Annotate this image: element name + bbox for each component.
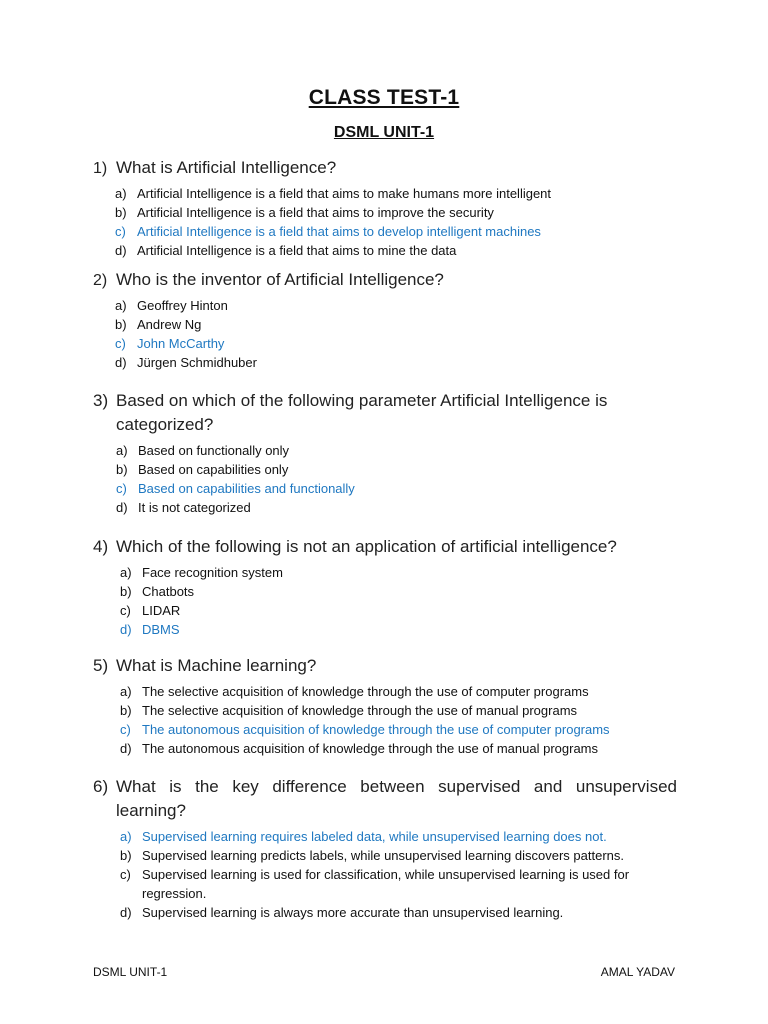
option-letter: b) (115, 205, 127, 220)
option-list (120, 827, 677, 922)
option-text: Artificial Intelligence is a field that aims to improve the security (137, 205, 494, 220)
option-text: The autonomous acquisition of knowledge through the use of computer programs (142, 722, 610, 737)
option-list (120, 682, 677, 758)
option-letter: b) (116, 462, 128, 477)
question-text (116, 775, 677, 823)
option-letter: c) (120, 722, 131, 737)
question-text-line-1: What is the key difference between supervised and unsupervised (116, 777, 677, 796)
option-letter: c) (120, 603, 131, 618)
option-text: Chatbots (142, 584, 195, 599)
option-text: DBMS (142, 622, 180, 637)
option-c-correct-answer (115, 334, 677, 353)
option-text: John McCarthy (137, 336, 225, 351)
option-d (120, 903, 677, 922)
question-number: 1) (93, 160, 108, 177)
page-title: CLASS TEST-1 (308, 86, 460, 109)
question-text: Based on which of the following parameter Artificial Intelligence is categorized? (116, 391, 608, 434)
option-letter: d) (116, 500, 128, 515)
option-letter: a) (115, 186, 127, 201)
option-text: Artificial Intelligence is a field that aims to mine the data (137, 243, 457, 258)
option-b (120, 701, 677, 720)
option-text: Supervised learning requires labeled data, while unsupervised learning does not. (142, 829, 607, 844)
question-text: Who is the inventor of Artificial Intelligence? (116, 270, 444, 289)
option-c-correct-answer (115, 222, 677, 241)
option-d (115, 241, 677, 260)
option-text: Face recognition system (142, 565, 283, 580)
option-d (115, 353, 677, 372)
option-letter: a) (116, 443, 128, 458)
option-a-correct-answer (120, 827, 677, 846)
option-c (120, 601, 677, 620)
option-a (120, 682, 677, 701)
option-letter: d) (120, 741, 132, 756)
footer-author: AMAL YADAV (600, 965, 675, 979)
option-b (116, 460, 677, 479)
option-letter: b) (115, 317, 127, 332)
option-text: The autonomous acquisition of knowledge through the use of manual programs (142, 741, 599, 756)
question-5 (93, 654, 677, 758)
option-letter: a) (120, 829, 132, 844)
option-text: It is not categorized (138, 500, 251, 515)
option-a (116, 441, 677, 460)
question-4 (93, 535, 677, 639)
option-c (120, 865, 677, 903)
question-text-line-2: learning? (116, 801, 186, 820)
option-c-correct-answer (116, 479, 677, 498)
option-text: Supervised learning is always more accurate than unsupervised learning. (142, 905, 564, 920)
option-list (115, 296, 677, 372)
option-d-correct-answer (120, 620, 677, 639)
footer-unit-label: DSML UNIT-1 (93, 965, 168, 979)
option-text: LIDAR (142, 603, 181, 618)
option-text: Supervised learning predicts labels, while unsupervised learning discovers patterns. (142, 848, 624, 863)
option-letter: c) (120, 867, 131, 882)
option-letter: a) (115, 298, 127, 313)
question-number: 5) (93, 656, 109, 675)
question-2 (93, 268, 677, 372)
option-letter: d) (120, 622, 132, 637)
option-a (115, 296, 677, 315)
option-text: Based on functionally only (138, 443, 290, 458)
option-letter: d) (115, 355, 127, 370)
option-letter: d) (115, 243, 127, 258)
option-text: Supervised learning is used for classification, while unsupervised learning is used for regression. (142, 867, 630, 901)
option-letter: a) (120, 565, 132, 580)
question-text: What is Machine learning? (116, 656, 317, 675)
option-d (120, 739, 677, 758)
option-letter: a) (120, 684, 132, 699)
option-a (120, 563, 677, 582)
option-letter: b) (120, 703, 132, 718)
option-list (116, 441, 677, 517)
question-number: 6) (93, 777, 109, 796)
option-letter: c) (115, 336, 126, 351)
question-number: 4) (93, 537, 109, 556)
option-letter: d) (120, 905, 132, 920)
option-text: Geoffrey Hinton (137, 298, 228, 313)
option-letter: b) (120, 848, 132, 863)
option-letter: c) (116, 481, 127, 496)
question-text: Which of the following is not an application of artificial intelligence? (116, 537, 617, 556)
option-text: Based on capabilities only (138, 462, 289, 477)
option-text: Andrew Ng (137, 317, 202, 332)
option-list (120, 563, 677, 639)
option-text: Artificial Intelligence is a field that aims to make humans more intelligent (137, 186, 552, 201)
option-b (120, 582, 677, 601)
question-number: 2) (93, 272, 108, 289)
option-b (120, 846, 677, 865)
option-text: Jürgen Schmidhuber (137, 355, 257, 370)
option-b (115, 203, 677, 222)
option-a (115, 184, 677, 203)
option-letter: b) (120, 584, 132, 599)
option-c-correct-answer (120, 720, 677, 739)
option-text: Artificial Intelligence is a field that aims to develop intelligent machines (137, 224, 541, 239)
option-text: The selective acquisition of knowledge through the use of manual programs (142, 703, 578, 718)
question-3 (93, 389, 677, 517)
option-b (115, 315, 677, 334)
page-subtitle: DSML UNIT-1 (333, 124, 435, 141)
question-6 (93, 775, 677, 922)
option-list (115, 184, 677, 260)
question-number: 3) (93, 391, 109, 410)
option-letter: c) (115, 224, 126, 239)
option-text: The selective acquisition of knowledge through the use of computer programs (142, 684, 589, 699)
question-1 (93, 156, 677, 260)
question-text: What is Artificial Intelligence? (116, 158, 337, 177)
option-d (116, 498, 677, 517)
option-text: Based on capabilities and functionally (138, 481, 355, 496)
